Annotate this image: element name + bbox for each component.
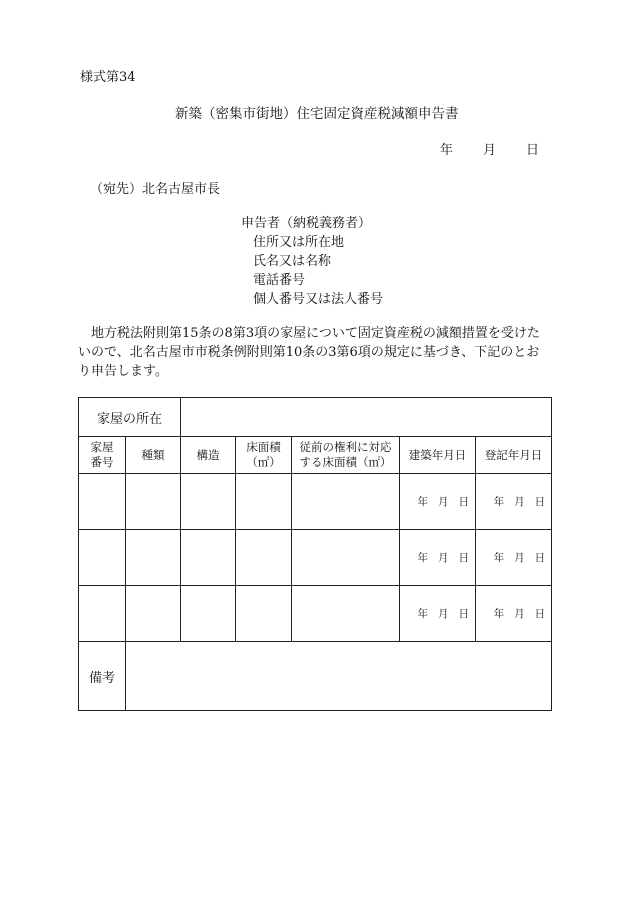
house-table xyxy=(78,397,552,711)
cell-house-number[interactable] xyxy=(79,474,126,530)
date-line xyxy=(440,139,539,158)
location-label: 家屋の所在 xyxy=(79,398,181,437)
cell-registered-date[interactable]: 年 月 日 xyxy=(476,586,552,642)
applicant-name: 氏名又は名称 xyxy=(253,254,332,269)
table-row xyxy=(79,530,552,586)
applicant-block xyxy=(241,214,383,309)
cell-registered-date[interactable]: 年 月 日 xyxy=(476,530,552,586)
applicant-id-number: 個人番号又は法人番号 xyxy=(253,292,384,307)
cell-floor-area[interactable] xyxy=(236,530,292,586)
document-title: 新築（密集市街地）住宅固定資産税減額申告書 xyxy=(175,106,459,122)
date-year: 年 xyxy=(440,143,454,158)
cell-type[interactable] xyxy=(126,586,181,642)
remarks-label: 備考 xyxy=(79,642,126,711)
cell-structure[interactable] xyxy=(181,586,236,642)
header-structure: 構造 xyxy=(181,437,236,474)
location-field[interactable] xyxy=(181,398,552,437)
body-text xyxy=(78,324,554,381)
body-line: 地方税法附則第15条の8第3項の家屋について固定資産税の減額措置を受けた xyxy=(78,326,540,341)
cell-type[interactable] xyxy=(126,530,181,586)
applicant-address: 住所又は所在地 xyxy=(253,235,345,250)
table-row xyxy=(79,586,552,642)
body-line: いので、北名古屋市市税条例附則第10条の3第6項の規定に基づき、下記のとお xyxy=(78,345,540,360)
cell-structure[interactable] xyxy=(181,474,236,530)
cell-floor-area[interactable] xyxy=(236,474,292,530)
header-built-date: 建築年月日 xyxy=(400,437,476,474)
header-floor-area: 床面積 （㎡） xyxy=(236,437,292,474)
cell-previous-rights-area[interactable] xyxy=(292,530,400,586)
body-line: り申告します。 xyxy=(78,364,168,379)
form-number: 様式第34 xyxy=(80,70,136,85)
table-row xyxy=(79,474,552,530)
cell-built-date[interactable]: 年 月 日 xyxy=(400,530,476,586)
header-registered-date: 登記年月日 xyxy=(476,437,552,474)
cell-structure[interactable] xyxy=(181,530,236,586)
cell-previous-rights-area[interactable] xyxy=(292,474,400,530)
date-day: 日 xyxy=(526,143,540,158)
cell-built-date[interactable]: 年 月 日 xyxy=(400,474,476,530)
date-month: 月 xyxy=(483,143,497,158)
addressee: （宛先）北名古屋市長 xyxy=(90,182,221,197)
cell-previous-rights-area[interactable] xyxy=(292,586,400,642)
applicant-phone: 電話番号 xyxy=(253,273,306,288)
cell-built-date[interactable]: 年 月 日 xyxy=(400,586,476,642)
header-previous-rights-area: 従前の権利に対応 する床面積（㎡） xyxy=(292,437,400,474)
cell-registered-date[interactable]: 年 月 日 xyxy=(476,474,552,530)
applicant-heading: 申告者（納税義務者） xyxy=(241,216,372,231)
remarks-field[interactable] xyxy=(126,642,552,711)
header-type: 種類 xyxy=(126,437,181,474)
cell-type[interactable] xyxy=(126,474,181,530)
cell-floor-area[interactable] xyxy=(236,586,292,642)
header-house-number: 家屋 番号 xyxy=(79,437,126,474)
cell-house-number[interactable] xyxy=(79,530,126,586)
cell-house-number[interactable] xyxy=(79,586,126,642)
